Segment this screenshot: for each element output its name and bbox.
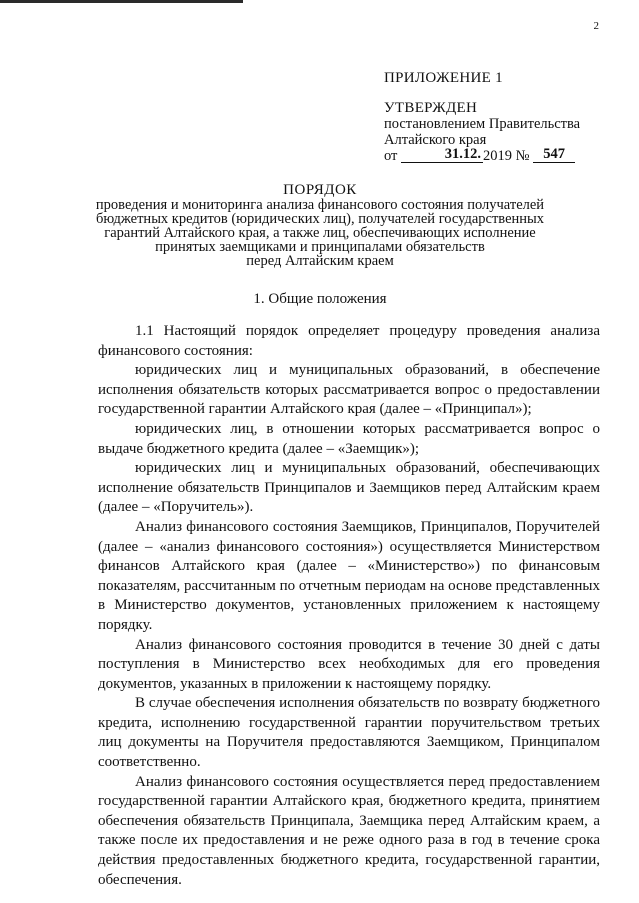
approval-year: 2019	[483, 148, 513, 164]
title-line: бюджетных кредитов (юридических лиц), получателей государственных	[95, 211, 545, 227]
number-sign: №	[515, 148, 530, 164]
approval-line-2: Алтайского края	[384, 132, 487, 148]
paragraph: Анализ финансового состояния проводится в течение 30 дней с даты поступления в Министерство всех необходимых для его проведения документов, указанных в приложении к настоящему порядку.	[98, 636, 600, 692]
document-title	[60, 183, 580, 268]
title-order-word: ПОРЯДОК	[283, 182, 357, 198]
section-heading: 1. Общие положения	[253, 291, 387, 307]
document-body	[98, 322, 600, 890]
paragraph: юридических лиц и муниципальных образований, в обеспечение исполнения обязательств которых рассматривается вопрос о предоставлении государственной гарантии Алтайского края (далее – «Принципал»);	[98, 362, 600, 418]
appendix-title: ПРИЛОЖЕНИЕ 1	[384, 70, 503, 86]
approval-date-line	[384, 148, 624, 165]
approved-title: УТВЕРЖДЕН	[384, 100, 478, 116]
approval-block	[384, 70, 624, 165]
paragraph: юридических лиц и муниципальных образований, обеспечивающих исполнение обязательств Принципалов и Заемщиков перед Алтайским краем (далее – «Поручитель»).	[98, 460, 600, 516]
approval-date: 31.12.	[401, 146, 483, 163]
paragraph: юридических лиц, в отношении которых рассматривается вопрос о выдаче бюджетного кредита (далее – «Заемщик»);	[98, 420, 600, 457]
scan-edge-rule	[0, 0, 243, 3]
paragraph: 1.1 Настоящий порядок определяет процедуру проведения анализа финансового состояния:	[98, 323, 600, 359]
paragraph: Анализ финансового состояния осуществляется перед предоставлением государственной гарантии Алтайского края, бюджетного кредита, принятием обеспечения обязательств Принципала, Заемщика перед Алтайским краем, а также после их предоставления и не реже одного раза в год в течение срока действия предоставленных бюджетного кредита, государственной гарантии, обеспечения.	[98, 773, 600, 888]
paragraph: В случае обеспечения исполнения обязательств по возврату бюджетного кредита, исполнению государственной гарантии поручительством третьих лиц документы на Поручителя предоставляются Заемщиком, Принципалом соответственно.	[98, 695, 600, 771]
page-number: 2	[593, 20, 599, 32]
paragraph: Анализ финансового состояния Заемщиков, Принципалов, Поручителей (далее – «анализ финансового состояния») осуществляется Министерством финансов Алтайского края (далее – «Министерство») по финансовым показателям, рассчитанным по отчетным периодам на основе представленных в Министерство документов, установленных приложением к настоящему порядку.	[98, 518, 600, 633]
title-line: принятых заемщиками и принципалами обязательств	[155, 239, 485, 255]
title-line: гарантий Алтайского края, а также лиц, обеспечивающих исполнение	[104, 225, 536, 241]
title-line: проведения и мониторинга анализа финансового состояния получателей	[95, 197, 545, 213]
approval-number: 547	[533, 146, 575, 163]
date-prefix: от	[384, 148, 398, 164]
title-line: перед Алтайским краем	[246, 253, 394, 269]
approval-line-1: постановлением Правительства	[384, 116, 581, 132]
